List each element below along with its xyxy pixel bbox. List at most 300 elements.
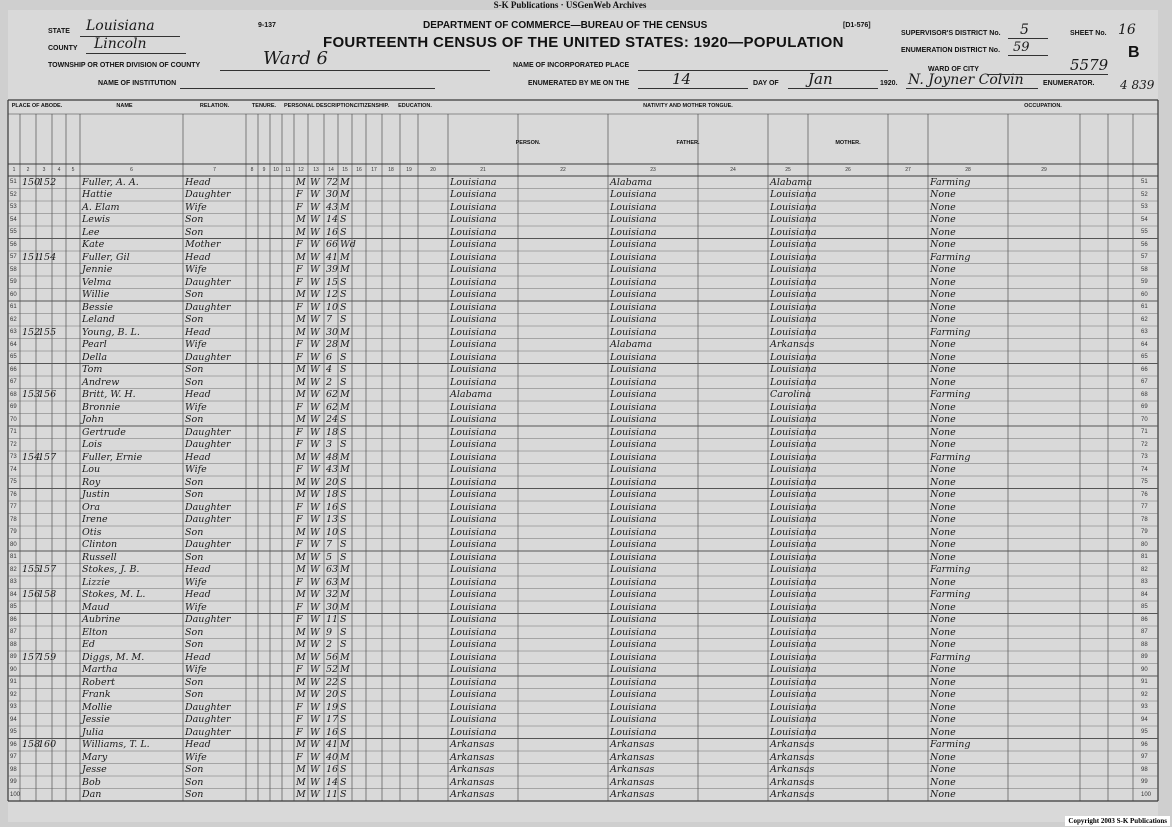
occupation-cell: None: [930, 614, 956, 625]
age-cell: 41: [326, 251, 339, 263]
person-name: Lee: [82, 226, 100, 238]
father-birthplace-cell: Louisiana: [610, 426, 657, 438]
father-birthplace-cell: Louisiana: [610, 464, 657, 475]
line-number-left: 53: [10, 204, 17, 210]
father-birthplace-cell: Louisiana: [610, 351, 657, 363]
section-header: RELATION.: [199, 103, 230, 109]
relation-cell: Wife: [185, 401, 207, 413]
person-name: John: [82, 414, 104, 425]
race-cell: W: [310, 301, 320, 313]
occupation-cell: None: [930, 239, 956, 250]
father-birthplace-cell: Louisiana: [610, 476, 657, 488]
mother-birthplace-cell: Louisiana: [770, 214, 817, 225]
dwelling-number: 154: [22, 451, 41, 463]
family-number: 152: [38, 176, 57, 188]
age-cell: 6: [326, 351, 333, 363]
person-name: Julia: [82, 726, 104, 738]
line-number-right: 94: [1141, 716, 1148, 723]
supervisor-line: [1008, 38, 1048, 39]
race-cell: W: [310, 776, 320, 788]
enumerated-day: 14: [672, 70, 692, 88]
line-number-left: 87: [10, 629, 17, 635]
family-number: 156: [38, 389, 57, 400]
marital-status-cell: S: [340, 689, 347, 700]
occupation-cell: None: [930, 189, 956, 200]
father-birthplace-cell: Louisiana: [610, 314, 657, 325]
line-number-left: 64: [10, 341, 17, 348]
line-number-left: 77: [10, 504, 17, 510]
line-number-right: 70: [1141, 416, 1148, 423]
occupation-cell: None: [930, 214, 956, 225]
archive-stamp: 4 839: [1120, 78, 1155, 92]
mother-birthplace-cell: Louisiana: [770, 314, 817, 325]
mother-birthplace-cell: Louisiana: [770, 576, 817, 588]
line-number-right: 57: [1141, 254, 1148, 260]
father-birthplace-cell: Louisiana: [610, 676, 657, 688]
birthplace-cell: Louisiana: [450, 439, 497, 450]
marital-status-cell: S: [340, 614, 347, 625]
father-birthplace-cell: Alabama: [610, 339, 652, 350]
sex-cell: M: [296, 289, 306, 300]
father-birthplace-cell: Louisiana: [610, 576, 657, 588]
marital-status-cell: S: [340, 789, 347, 800]
race-cell: W: [310, 701, 320, 713]
column-number: 6: [130, 167, 133, 173]
township-line: [220, 70, 490, 71]
family-number: 159: [38, 651, 57, 663]
age-cell: 2: [326, 639, 333, 650]
line-number-right: 95: [1141, 729, 1148, 735]
person-name: Stokes, J. B.: [82, 564, 140, 575]
race-cell: W: [310, 376, 320, 388]
line-number-left: 51: [10, 179, 17, 185]
person-name: Williams, T. L.: [82, 739, 150, 750]
mother-birthplace-cell: Louisiana: [770, 276, 817, 288]
age-cell: 3: [326, 439, 333, 450]
birthplace-cell: Louisiana: [450, 251, 497, 263]
race-cell: W: [310, 626, 320, 638]
relation-cell: Daughter: [185, 614, 231, 625]
mother-birthplace-cell: Louisiana: [770, 501, 817, 513]
father-birthplace-cell: Louisiana: [610, 189, 657, 200]
mother-birthplace-cell: Louisiana: [770, 289, 817, 300]
section-header: TENURE.: [251, 103, 277, 109]
line-number-left: 96: [10, 741, 17, 748]
line-number-right: 52: [1141, 191, 1148, 198]
marital-status-cell: S: [340, 489, 347, 500]
line-number-left: 88: [10, 641, 17, 648]
person-name: A. Elam: [82, 201, 120, 213]
marital-status-cell: S: [340, 514, 347, 525]
age-cell: 22: [326, 676, 339, 688]
father-birthplace-cell: Louisiana: [610, 626, 657, 638]
mother-birthplace-cell: Louisiana: [770, 676, 817, 688]
line-number-left: 93: [10, 704, 17, 710]
column-number: 20: [430, 167, 436, 173]
line-number-right: 98: [1141, 766, 1148, 773]
relation-cell: Wife: [185, 576, 207, 588]
line-number-right: 91: [1141, 679, 1148, 685]
birthplace-cell: Louisiana: [450, 351, 497, 363]
birthplace-cell: Louisiana: [450, 501, 497, 513]
race-cell: W: [310, 501, 320, 513]
age-cell: 28: [326, 339, 339, 350]
race-cell: W: [310, 764, 320, 775]
birthplace-cell: Louisiana: [450, 214, 497, 225]
birthplace-cell: Louisiana: [450, 189, 497, 200]
age-cell: 5: [326, 551, 333, 563]
relation-cell: Wife: [185, 464, 207, 475]
line-number-left: 68: [10, 391, 17, 398]
marital-status-cell: M: [340, 589, 350, 600]
race-cell: W: [310, 676, 320, 688]
age-cell: 16: [326, 726, 339, 738]
mother-birthplace-cell: Louisiana: [770, 326, 817, 338]
person-name: Willie: [82, 289, 110, 300]
line-number-left: 94: [10, 716, 17, 723]
line-number-left: 89: [10, 654, 17, 660]
relation-cell: Son: [185, 214, 204, 225]
occupation-cell: None: [930, 576, 956, 588]
race-cell: W: [310, 451, 320, 463]
line-number-right: 63: [1141, 329, 1148, 335]
sex-cell: F: [296, 664, 303, 675]
sex-cell: F: [296, 339, 303, 350]
line-number-right: 68: [1141, 391, 1148, 398]
race-cell: W: [310, 514, 320, 525]
sex-cell: M: [296, 639, 306, 650]
dwelling-number: 153: [22, 389, 41, 400]
column-number: 29: [1041, 167, 1047, 173]
line-number-left: 82: [10, 566, 17, 573]
race-cell: W: [310, 664, 320, 675]
relation-cell: Son: [185, 526, 204, 538]
line-number-right: 66: [1141, 366, 1148, 373]
person-name: Fuller, Ernie: [82, 451, 143, 463]
occupation-cell: None: [930, 501, 956, 513]
occupation-cell: Farming: [930, 251, 971, 263]
sex-cell: F: [296, 301, 303, 313]
marital-status-cell: M: [340, 389, 350, 400]
relation-cell: Daughter: [185, 726, 231, 738]
ed-value: 59: [1013, 40, 1030, 55]
father-birthplace-cell: Louisiana: [610, 301, 657, 313]
mother-birthplace-cell: Louisiana: [770, 351, 817, 363]
marital-status-cell: S: [340, 376, 347, 388]
line-number-left: 83: [10, 579, 17, 585]
person-name: Leland: [82, 314, 115, 325]
marital-status-cell: S: [340, 776, 347, 788]
occupation-cell: Farming: [930, 389, 971, 400]
birthplace-cell: Louisiana: [450, 589, 497, 600]
race-cell: W: [310, 389, 320, 400]
family-number: 160: [38, 739, 57, 750]
line-number-right: 75: [1141, 479, 1148, 485]
age-cell: 30: [326, 189, 339, 200]
marital-status-cell: M: [340, 576, 350, 588]
sex-cell: F: [296, 401, 303, 413]
sex-cell: F: [296, 464, 303, 475]
dwelling-number: 158: [22, 739, 41, 750]
birthplace-cell: Louisiana: [450, 314, 497, 325]
occupation-cell: Farming: [930, 739, 971, 750]
occupation-cell: None: [930, 476, 956, 488]
ward-value: 5579: [1070, 56, 1109, 74]
occupation-cell: None: [930, 751, 956, 763]
line-number-right: 77: [1141, 504, 1148, 510]
person-name: Jennie: [82, 264, 113, 275]
line-number-right: 78: [1141, 516, 1148, 523]
mother-birthplace-cell: Louisiana: [770, 514, 817, 525]
father-birthplace-cell: Louisiana: [610, 701, 657, 713]
occupation-cell: None: [930, 401, 956, 413]
marital-status-cell: S: [340, 676, 347, 688]
column-number: 23: [650, 167, 656, 173]
section-header: NAME: [116, 103, 133, 109]
marital-status-cell: S: [340, 476, 347, 488]
age-cell: 19: [326, 701, 339, 713]
birthplace-cell: Louisiana: [450, 689, 497, 700]
birthplace-cell: Louisiana: [450, 289, 497, 300]
race-cell: W: [310, 639, 320, 650]
person-name: Young, B. L.: [82, 326, 140, 338]
mother-birthplace-cell: Louisiana: [770, 639, 817, 650]
occupation-cell: None: [930, 789, 956, 800]
mother-birthplace-cell: Louisiana: [770, 189, 817, 200]
ed-label: ENUMERATION DISTRICT No.: [901, 47, 1001, 54]
occupation-cell: None: [930, 539, 956, 550]
occupation-cell: None: [930, 714, 956, 725]
day-of-label: DAY OF: [753, 80, 779, 87]
father-birthplace-cell: Louisiana: [610, 639, 657, 650]
ward-line: [988, 74, 1108, 75]
line-number-left: 86: [10, 616, 17, 623]
mother-birthplace-cell: Louisiana: [770, 414, 817, 425]
age-cell: 40: [326, 751, 339, 763]
father-birthplace-cell: Arkansas: [610, 751, 655, 763]
occupation-cell: None: [930, 726, 956, 738]
person-name: Lewis: [82, 214, 110, 225]
race-cell: W: [310, 726, 320, 738]
line-number-left: 98: [10, 766, 17, 773]
mother-birthplace-cell: Arkansas: [770, 339, 815, 350]
relation-cell: Son: [185, 414, 204, 425]
mother-birthplace-cell: Louisiana: [770, 664, 817, 675]
enumerator-label: ENUMERATOR.: [1043, 80, 1095, 87]
sex-cell: M: [296, 414, 306, 425]
sex-cell: F: [296, 264, 303, 275]
age-cell: 48: [326, 451, 339, 463]
occupation-cell: None: [930, 626, 956, 638]
father-birthplace-cell: Louisiana: [610, 439, 657, 450]
sex-cell: M: [296, 589, 306, 600]
marital-status-cell: M: [340, 339, 350, 350]
person-name: Clinton: [82, 539, 118, 550]
age-cell: 14: [326, 214, 339, 225]
age-cell: 10: [326, 301, 339, 313]
person-name: Justin: [82, 489, 110, 500]
birthplace-cell: Louisiana: [450, 601, 497, 613]
father-birthplace-cell: Louisiana: [610, 526, 657, 538]
father-birthplace-cell: Arkansas: [610, 739, 655, 750]
relation-cell: Son: [185, 764, 204, 775]
race-cell: W: [310, 214, 320, 225]
line-number-left: 73: [10, 454, 17, 460]
line-number-left: 66: [10, 366, 17, 373]
mother-birthplace-cell: Louisiana: [770, 564, 817, 575]
marital-status-cell: M: [340, 326, 350, 338]
marital-status-cell: S: [340, 314, 347, 325]
person-name: Ed: [82, 639, 96, 650]
age-cell: 7: [326, 314, 333, 325]
occupation-cell: None: [930, 489, 956, 500]
sex-cell: F: [296, 714, 303, 725]
relation-cell: Daughter: [185, 701, 231, 713]
age-cell: 43: [326, 201, 339, 213]
relation-cell: Wife: [185, 201, 207, 213]
race-cell: W: [310, 551, 320, 563]
mother-birthplace-cell: Louisiana: [770, 601, 817, 613]
marital-status-cell: M: [340, 464, 350, 475]
race-cell: W: [310, 789, 320, 800]
enumerator-line: [906, 88, 1038, 89]
sex-cell: M: [296, 739, 306, 750]
form-code: [D1-576]: [843, 22, 871, 29]
column-number: 4: [57, 167, 61, 173]
marital-status-cell: S: [340, 276, 347, 288]
line-number-right: 51: [1141, 179, 1148, 185]
mother-birthplace-cell: Louisiana: [770, 364, 817, 375]
sex-cell: M: [296, 376, 306, 388]
age-cell: 18: [326, 489, 339, 500]
person-name: Ora: [82, 501, 100, 513]
age-cell: 14: [326, 776, 339, 788]
age-cell: 16: [326, 764, 339, 775]
race-cell: W: [310, 364, 320, 375]
father-birthplace-cell: Louisiana: [610, 501, 657, 513]
marital-status-cell: S: [340, 439, 347, 450]
state-value: Louisiana: [86, 18, 155, 34]
father-birthplace-cell: Louisiana: [610, 664, 657, 675]
column-number: 7: [213, 167, 216, 173]
birthplace-cell: Arkansas: [450, 789, 495, 800]
county-label: COUNTY: [48, 45, 78, 52]
line-number-right: 85: [1141, 604, 1148, 610]
family-number: 154: [38, 251, 57, 263]
father-birthplace-cell: Louisiana: [610, 551, 657, 563]
race-cell: W: [310, 564, 320, 575]
line-number-right: 58: [1141, 266, 1148, 273]
person-name: Russell: [82, 551, 117, 563]
sex-cell: M: [296, 489, 306, 500]
person-name: Stokes, M. L.: [82, 589, 146, 600]
mother-birthplace-cell: Louisiana: [770, 439, 817, 450]
occupation-cell: None: [930, 439, 956, 450]
person-name: Britt, W. H.: [82, 389, 136, 400]
father-birthplace-cell: Louisiana: [610, 414, 657, 425]
occupation-cell: None: [930, 376, 956, 388]
institution-label: NAME OF INSTITUTION: [98, 80, 177, 87]
line-number-right: 56: [1141, 241, 1148, 248]
birthplace-cell: Louisiana: [450, 301, 497, 313]
race-cell: W: [310, 739, 320, 750]
relation-cell: Son: [185, 789, 204, 800]
line-number-right: 62: [1141, 316, 1148, 323]
sex-cell: F: [296, 614, 303, 625]
marital-status-cell: S: [340, 226, 347, 238]
age-cell: 56: [326, 651, 339, 663]
person-name: Bessie: [82, 301, 114, 313]
birthplace-cell: Louisiana: [450, 226, 497, 238]
sex-cell: F: [296, 576, 303, 588]
line-number-right: 80: [1141, 541, 1148, 548]
father-birthplace-cell: Louisiana: [610, 589, 657, 600]
line-number-right: 84: [1141, 591, 1148, 598]
occupation-cell: Farming: [930, 326, 971, 338]
mother-birthplace-cell: Louisiana: [770, 264, 817, 275]
sex-cell: F: [296, 239, 303, 250]
column-number: 17: [371, 167, 377, 173]
occupation-cell: None: [930, 464, 956, 475]
mother-birthplace-cell: Arkansas: [770, 776, 815, 788]
line-number-left: 55: [10, 229, 17, 235]
occupation-cell: None: [930, 514, 956, 525]
sex-cell: F: [296, 501, 303, 513]
line-number-left: 71: [10, 429, 17, 435]
marital-status-cell: S: [340, 626, 347, 638]
age-cell: 66: [326, 239, 339, 250]
mother-birthplace-cell: Louisiana: [770, 689, 817, 700]
father-birthplace-cell: Louisiana: [610, 264, 657, 275]
line-number-left: 59: [10, 279, 17, 285]
relation-cell: Son: [185, 776, 204, 788]
father-birthplace-cell: Louisiana: [610, 539, 657, 550]
age-cell: 72: [326, 176, 339, 188]
race-cell: W: [310, 401, 320, 413]
line-number-right: 87: [1141, 629, 1148, 635]
person-name: Bob: [82, 776, 101, 788]
supervisor-value: 5: [1020, 22, 1029, 38]
occupation-cell: None: [930, 551, 956, 563]
column-number: 5: [71, 167, 75, 173]
line-number-right: 54: [1141, 216, 1148, 223]
birthplace-cell: Alabama: [450, 389, 492, 400]
township-label: TOWNSHIP OR OTHER DIVISION OF COUNTY: [48, 62, 201, 69]
sex-cell: M: [296, 314, 306, 325]
occupation-cell: None: [930, 289, 956, 300]
sex-cell: F: [296, 439, 303, 450]
race-cell: W: [310, 276, 320, 288]
line-number-left: 60: [10, 291, 17, 298]
father-birthplace-cell: Louisiana: [610, 239, 657, 250]
person-name: Elton: [82, 626, 108, 638]
person-name: Della: [82, 351, 107, 363]
line-number-left: 70: [10, 416, 17, 423]
occupation-cell: None: [930, 414, 956, 425]
birthplace-cell: Louisiana: [450, 464, 497, 475]
mother-birthplace-cell: Louisiana: [770, 551, 817, 563]
sheet-label: SHEET No.: [1070, 30, 1107, 37]
family-number: 157: [38, 564, 57, 575]
line-number-right: 64: [1141, 341, 1148, 348]
sex-cell: F: [296, 276, 303, 288]
birthplace-cell: Louisiana: [450, 614, 497, 625]
relation-cell: Wife: [185, 601, 207, 613]
county-line: [86, 53, 186, 54]
person-name: Robert: [82, 676, 115, 688]
birthplace-cell: Louisiana: [450, 714, 497, 725]
line-number-right: 81: [1141, 554, 1148, 560]
